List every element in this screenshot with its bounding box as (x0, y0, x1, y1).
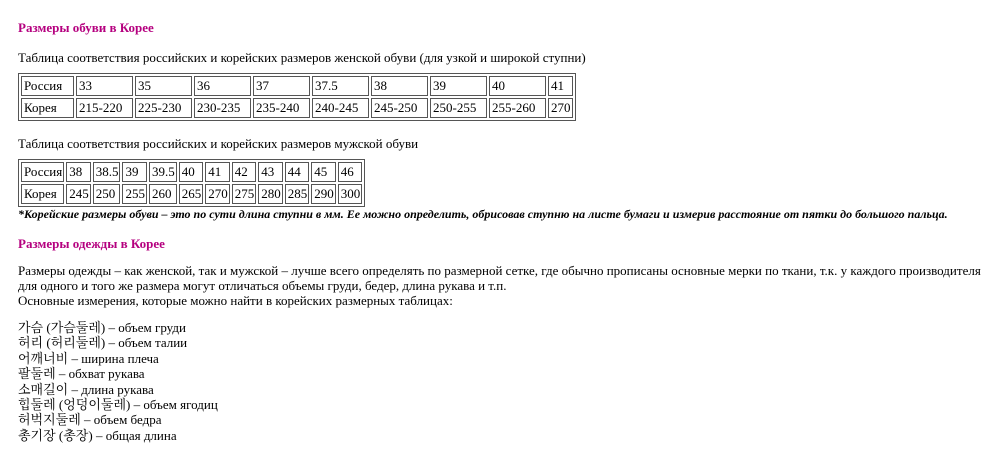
measurement-terms-list (18, 320, 218, 443)
table-cell: 41 (205, 162, 230, 182)
table-cell: 44 (285, 162, 310, 182)
table-cell: 280 (258, 184, 283, 204)
clothes-paragraph: Размеры одежды – как женской, так и мужской – лучше всего определять по размерной сетке, где обычно прописаны основные мерки по ткани, т.к. у каждого производителя для одного и того же размера могут отличаться объемы груди, бедер, длина рукава и т.п. (18, 263, 981, 293)
table-cell: 270 (548, 98, 573, 118)
list-item: 가슴 (가슴둘레) – объем груди (18, 320, 186, 335)
table-row-korea (21, 184, 362, 204)
table-cell: 275 (232, 184, 257, 204)
table-cell: 33 (76, 76, 133, 96)
row-label-russia: Россия (21, 76, 74, 96)
table-cell: 40 (179, 162, 204, 182)
table-cell: 260 (149, 184, 177, 204)
table-row-russia (21, 162, 362, 182)
table-cell: 250-255 (430, 98, 487, 118)
table-cell: 250 (93, 184, 121, 204)
table-cell: 37.5 (312, 76, 369, 96)
table-cell: 38 (66, 162, 91, 182)
list-item: 어깨너비 – ширина плеча (18, 350, 159, 366)
table-cell: 285 (285, 184, 310, 204)
table-cell: 245-250 (371, 98, 428, 118)
table-cell: 230-235 (194, 98, 251, 118)
clothes-heading: Размеры одежды в Корее (18, 236, 165, 251)
table-cell: 43 (258, 162, 283, 182)
men-shoes-caption: Таблица соответствия российских и корейских размеров мужской обуви (18, 136, 419, 151)
table-cell: 225-230 (135, 98, 192, 118)
table-cell: 37 (253, 76, 310, 96)
list-item: 소매길이 – длина рукава (18, 381, 154, 397)
shoe-size-note: *Корейские размеры обуви – это по сути длина ступни в мм. Ее можно определить, обрисовав ступню на листе бумаги и измерив расстояние от пятки до большого пальца. (18, 207, 948, 221)
table-cell: 235-240 (253, 98, 310, 118)
table-cell: 42 (232, 162, 257, 182)
men-shoe-size-table (18, 159, 365, 207)
women-shoes-caption: Таблица соответствия российских и корейских размеров женской обуви (для узкой и широкой ступни) (18, 50, 586, 65)
row-label-russia: Россия (21, 162, 64, 182)
table-cell: 36 (194, 76, 251, 96)
table-cell: 255 (122, 184, 147, 204)
table-cell: 38.5 (93, 162, 121, 182)
list-item: 허벅지둘레 – объем бедра (18, 412, 162, 428)
table-cell: 41 (548, 76, 573, 96)
table-row-korea (21, 98, 573, 118)
table-cell: 45 (311, 162, 336, 182)
row-label-korea: Корея (21, 184, 64, 204)
shoes-heading: Размеры обуви в Корее (18, 20, 154, 35)
table-cell: 40 (489, 76, 546, 96)
table-cell: 300 (338, 184, 363, 204)
table-cell: 38 (371, 76, 428, 96)
list-item: 팔둘레 – обхват рукава (18, 366, 145, 382)
table-cell: 240-245 (312, 98, 369, 118)
list-item: 총기장 (총장) – общая длина (18, 427, 177, 443)
table-cell: 35 (135, 76, 192, 96)
table-cell: 39.5 (149, 162, 177, 182)
list-item: 힙둘레 (엉덩이둘레) – объем ягодиц (18, 397, 218, 413)
table-cell: 46 (338, 162, 363, 182)
table-cell: 255-260 (489, 98, 546, 118)
table-cell: 265 (179, 184, 204, 204)
table-cell: 270 (205, 184, 230, 204)
table-cell: 215-220 (76, 98, 133, 118)
women-shoe-size-table (18, 73, 576, 121)
table-cell: 39 (122, 162, 147, 182)
table-row-russia (21, 76, 573, 96)
row-label-korea: Корея (21, 98, 74, 118)
clothes-measurements-intro: Основные измерения, которые можно найти в корейских размерных таблицах: (18, 293, 453, 308)
table-cell: 39 (430, 76, 487, 96)
table-cell: 290 (311, 184, 336, 204)
list-item: 허리 (허리둘레) – объем талии (18, 335, 188, 351)
table-cell: 245 (66, 184, 91, 204)
